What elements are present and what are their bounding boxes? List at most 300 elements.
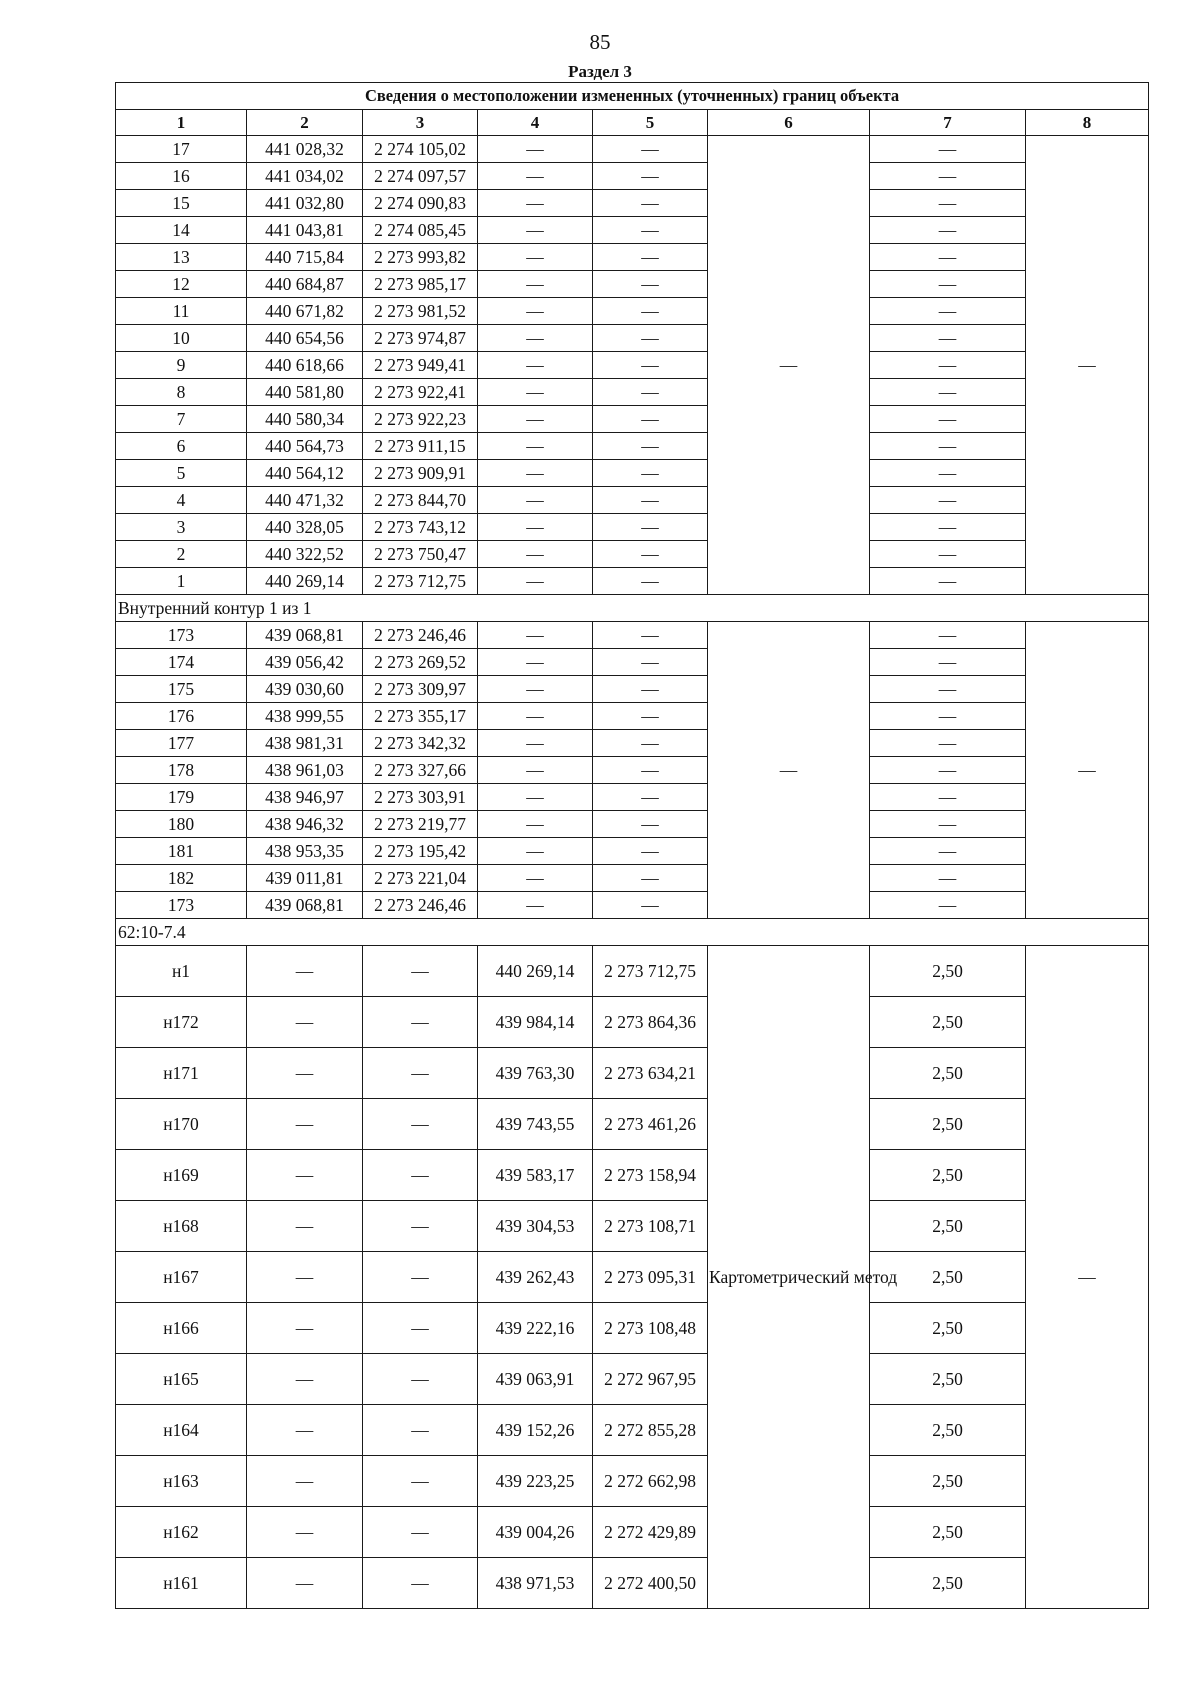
coordinate-y: 2 273 974,87 xyxy=(363,325,478,352)
outer-contour-row xyxy=(116,352,1149,379)
coordinate-y: 2 273 864,36 xyxy=(593,997,708,1048)
accuracy-cell: — xyxy=(870,271,1026,298)
new-y-cell: — xyxy=(593,433,708,460)
new-y-cell: — xyxy=(593,352,708,379)
inner-contour-row xyxy=(116,784,1149,811)
new-point-row xyxy=(116,1201,1149,1252)
point-number: 17 xyxy=(116,136,247,163)
coordinate-y: 2 273 922,41 xyxy=(363,379,478,406)
coordinate-y: 2 273 219,77 xyxy=(363,811,478,838)
section-label-cell: 62:10-7.4 xyxy=(116,919,1149,946)
outer-contour-row xyxy=(116,541,1149,568)
outer-contour-row xyxy=(116,217,1149,244)
point-number: 2 xyxy=(116,541,247,568)
old-y-cell: — xyxy=(363,1048,478,1099)
old-x-cell: — xyxy=(247,1099,363,1150)
new-x-cell: — xyxy=(478,433,593,460)
new-y-cell: — xyxy=(593,730,708,757)
coordinate-y: 2 274 105,02 xyxy=(363,136,478,163)
point-number: 12 xyxy=(116,271,247,298)
coordinate-x: 441 043,81 xyxy=(247,217,363,244)
accuracy-cell: — xyxy=(870,622,1026,649)
old-y-cell: — xyxy=(363,1252,478,1303)
point-number: 3 xyxy=(116,514,247,541)
new-y-cell: — xyxy=(593,244,708,271)
description-cell: — xyxy=(1026,946,1149,1609)
new-y-cell: — xyxy=(593,136,708,163)
accuracy-cell: — xyxy=(870,298,1026,325)
coordinate-x: 439 063,91 xyxy=(478,1354,593,1405)
new-x-cell: — xyxy=(478,514,593,541)
description-cell: — xyxy=(1026,622,1149,919)
coordinate-y: 2 273 108,48 xyxy=(593,1303,708,1354)
new-x-cell: — xyxy=(478,163,593,190)
coordinate-y: 2 273 095,31 xyxy=(593,1252,708,1303)
table-header-row xyxy=(116,110,1149,136)
coordinate-x: 440 581,80 xyxy=(247,379,363,406)
coordinate-x: 440 328,05 xyxy=(247,514,363,541)
inner-contour-row xyxy=(116,676,1149,703)
coordinate-x: 440 564,12 xyxy=(247,460,363,487)
inner-contour-label-row xyxy=(116,595,1149,622)
old-y-cell: — xyxy=(363,1099,478,1150)
new-x-cell: — xyxy=(478,406,593,433)
column-header: 7 xyxy=(870,110,1026,136)
new-point-row xyxy=(116,1354,1149,1405)
new-x-cell: — xyxy=(478,460,593,487)
accuracy-cell: — xyxy=(870,784,1026,811)
coordinate-y: 2 273 269,52 xyxy=(363,649,478,676)
point-number: 181 xyxy=(116,838,247,865)
new-x-cell: — xyxy=(478,136,593,163)
coordinate-y: 2 272 400,50 xyxy=(593,1558,708,1609)
accuracy-cell: — xyxy=(870,325,1026,352)
coordinate-x: 440 564,73 xyxy=(247,433,363,460)
new-x-cell: — xyxy=(478,838,593,865)
coordinate-x: 439 262,43 xyxy=(478,1252,593,1303)
outer-contour-row xyxy=(116,406,1149,433)
old-x-cell: — xyxy=(247,1558,363,1609)
inner-contour-row xyxy=(116,649,1149,676)
outer-contour-row xyxy=(116,568,1149,595)
inner-contour-row xyxy=(116,838,1149,865)
accuracy-cell: — xyxy=(870,460,1026,487)
point-number: 173 xyxy=(116,622,247,649)
coordinate-x: 439 030,60 xyxy=(247,676,363,703)
point-number: 4 xyxy=(116,487,247,514)
page-number: 85 xyxy=(589,30,611,54)
coordinate-x: 440 715,84 xyxy=(247,244,363,271)
coordinate-y: 2 273 985,17 xyxy=(363,271,478,298)
new-x-cell: — xyxy=(478,703,593,730)
new-y-cell: — xyxy=(593,190,708,217)
point-number: н162 xyxy=(116,1507,247,1558)
coordinate-x: 438 961,03 xyxy=(247,757,363,784)
new-y-cell: — xyxy=(593,217,708,244)
coordinate-x: 439 068,81 xyxy=(247,622,363,649)
accuracy-cell: 2,50 xyxy=(870,1201,1026,1252)
point-number: 6 xyxy=(116,433,247,460)
method-cell: Картометрический метод xyxy=(708,946,870,1609)
description-cell: — xyxy=(1026,136,1149,595)
new-x-cell: — xyxy=(478,271,593,298)
coordinate-x: 439 004,26 xyxy=(478,1507,593,1558)
column-header: 2 xyxy=(247,110,363,136)
accuracy-cell: 2,50 xyxy=(870,1303,1026,1354)
new-y-cell: — xyxy=(593,622,708,649)
column-header: 8 xyxy=(1026,110,1149,136)
accuracy-cell: — xyxy=(870,217,1026,244)
coordinate-y: 2 273 743,12 xyxy=(363,514,478,541)
coordinate-y: 2 273 303,91 xyxy=(363,784,478,811)
point-number: 180 xyxy=(116,811,247,838)
new-y-cell: — xyxy=(593,892,708,919)
new-y-cell: — xyxy=(593,379,708,406)
accuracy-cell: — xyxy=(870,703,1026,730)
coordinate-y: 2 273 309,97 xyxy=(363,676,478,703)
old-y-cell: — xyxy=(363,946,478,997)
coordinate-x: 438 946,97 xyxy=(247,784,363,811)
coordinate-y: 2 273 634,21 xyxy=(593,1048,708,1099)
new-y-cell: — xyxy=(593,325,708,352)
point-number: н164 xyxy=(116,1405,247,1456)
new-y-cell: — xyxy=(593,514,708,541)
coordinate-y: 2 272 662,98 xyxy=(593,1456,708,1507)
coordinate-y: 2 274 085,45 xyxy=(363,217,478,244)
coordinate-x: 439 011,81 xyxy=(247,865,363,892)
point-number: 5 xyxy=(116,460,247,487)
coordinate-y: 2 273 981,52 xyxy=(363,298,478,325)
accuracy-cell: — xyxy=(870,190,1026,217)
coordinate-x: 439 984,14 xyxy=(478,997,593,1048)
outer-contour-row xyxy=(116,379,1149,406)
new-point-row xyxy=(116,1405,1149,1456)
table-title: Сведения о местоположении измененных (уточненных) границ объекта xyxy=(116,83,1149,110)
point-number: 176 xyxy=(116,703,247,730)
accuracy-cell: 2,50 xyxy=(870,1507,1026,1558)
new-x-cell: — xyxy=(478,244,593,271)
point-number: н171 xyxy=(116,1048,247,1099)
point-number: 8 xyxy=(116,379,247,406)
point-number: н172 xyxy=(116,997,247,1048)
new-point-row xyxy=(116,1252,1149,1303)
new-y-cell: — xyxy=(593,406,708,433)
new-point-row xyxy=(116,1150,1149,1201)
new-x-cell: — xyxy=(478,865,593,892)
old-y-cell: — xyxy=(363,1456,478,1507)
coordinate-y: 2 273 911,15 xyxy=(363,433,478,460)
accuracy-cell: — xyxy=(870,244,1026,271)
method-cell: — xyxy=(708,136,870,595)
column-header: 3 xyxy=(363,110,478,136)
table-body xyxy=(116,83,1149,1609)
boundary-coordinates-table xyxy=(115,82,1149,1609)
coordinate-y: 2 273 246,46 xyxy=(363,892,478,919)
outer-contour-row xyxy=(116,325,1149,352)
coordinate-x: 440 322,52 xyxy=(247,541,363,568)
coordinate-y: 2 274 097,57 xyxy=(363,163,478,190)
point-number: 16 xyxy=(116,163,247,190)
new-y-cell: — xyxy=(593,460,708,487)
new-y-cell: — xyxy=(593,271,708,298)
old-y-cell: — xyxy=(363,1507,478,1558)
new-point-row xyxy=(116,1048,1149,1099)
accuracy-cell: 2,50 xyxy=(870,946,1026,997)
accuracy-cell: — xyxy=(870,352,1026,379)
coordinate-y: 2 273 355,17 xyxy=(363,703,478,730)
old-x-cell: — xyxy=(247,946,363,997)
point-number: 182 xyxy=(116,865,247,892)
coordinate-y: 2 273 712,75 xyxy=(363,568,478,595)
coordinate-y: 2 273 195,42 xyxy=(363,838,478,865)
inner-contour-row xyxy=(116,622,1149,649)
coordinate-x: 438 981,31 xyxy=(247,730,363,757)
new-point-row xyxy=(116,997,1149,1048)
coordinate-y: 2 272 429,89 xyxy=(593,1507,708,1558)
coordinate-y: 2 274 090,83 xyxy=(363,190,478,217)
coordinate-x: 440 618,66 xyxy=(247,352,363,379)
inner-contour-row xyxy=(116,865,1149,892)
new-y-cell: — xyxy=(593,649,708,676)
new-point-row xyxy=(116,1507,1149,1558)
new-x-cell: — xyxy=(478,298,593,325)
column-header: 4 xyxy=(478,110,593,136)
coordinate-x: 441 028,32 xyxy=(247,136,363,163)
point-number: н161 xyxy=(116,1558,247,1609)
old-x-cell: — xyxy=(247,997,363,1048)
new-y-cell: — xyxy=(593,541,708,568)
accuracy-cell: — xyxy=(870,433,1026,460)
coordinate-y: 2 272 967,95 xyxy=(593,1354,708,1405)
point-number: 1 xyxy=(116,568,247,595)
inner-contour-row xyxy=(116,730,1149,757)
point-number: 179 xyxy=(116,784,247,811)
coordinate-x: 440 684,87 xyxy=(247,271,363,298)
accuracy-cell: — xyxy=(870,163,1026,190)
accuracy-cell: — xyxy=(870,811,1026,838)
new-x-cell: — xyxy=(478,352,593,379)
accuracy-cell: 2,50 xyxy=(870,1099,1026,1150)
accuracy-cell: — xyxy=(870,514,1026,541)
new-x-cell: — xyxy=(478,676,593,703)
new-point-row xyxy=(116,1303,1149,1354)
coordinate-y: 2 273 949,41 xyxy=(363,352,478,379)
coordinate-x: 441 032,80 xyxy=(247,190,363,217)
coordinate-y: 2 273 158,94 xyxy=(593,1150,708,1201)
accuracy-cell: — xyxy=(870,406,1026,433)
accuracy-cell: — xyxy=(870,568,1026,595)
inner-contour-row xyxy=(116,757,1149,784)
coordinate-x: 439 583,17 xyxy=(478,1150,593,1201)
old-x-cell: — xyxy=(247,1303,363,1354)
old-y-cell: — xyxy=(363,997,478,1048)
old-y-cell: — xyxy=(363,1150,478,1201)
new-y-cell: — xyxy=(593,784,708,811)
new-y-cell: — xyxy=(593,811,708,838)
new-x-cell: — xyxy=(478,190,593,217)
outer-contour-row xyxy=(116,433,1149,460)
coordinate-x: 439 222,16 xyxy=(478,1303,593,1354)
new-y-cell: — xyxy=(593,865,708,892)
inner-contour-row xyxy=(116,811,1149,838)
new-y-cell: — xyxy=(593,163,708,190)
coordinate-x: 438 946,32 xyxy=(247,811,363,838)
new-point-row xyxy=(116,1558,1149,1609)
coordinate-y: 2 273 108,71 xyxy=(593,1201,708,1252)
new-y-cell: — xyxy=(593,676,708,703)
point-number: н170 xyxy=(116,1099,247,1150)
coordinate-x: 439 743,55 xyxy=(478,1099,593,1150)
point-number: 173 xyxy=(116,892,247,919)
coordinate-y: 2 272 855,28 xyxy=(593,1405,708,1456)
point-number: 177 xyxy=(116,730,247,757)
coordinate-x: 440 580,34 xyxy=(247,406,363,433)
accuracy-cell: 2,50 xyxy=(870,1252,1026,1303)
old-x-cell: — xyxy=(247,1201,363,1252)
point-number: н165 xyxy=(116,1354,247,1405)
new-y-cell: — xyxy=(593,298,708,325)
point-number: н169 xyxy=(116,1150,247,1201)
coordinate-x: 438 953,35 xyxy=(247,838,363,865)
new-x-cell: — xyxy=(478,568,593,595)
accuracy-cell: 2,50 xyxy=(870,1405,1026,1456)
coordinate-x: 440 654,56 xyxy=(247,325,363,352)
point-number: 13 xyxy=(116,244,247,271)
coordinate-y: 2 273 246,46 xyxy=(363,622,478,649)
old-x-cell: — xyxy=(247,1507,363,1558)
outer-contour-row xyxy=(116,460,1149,487)
coordinate-x: 439 763,30 xyxy=(478,1048,593,1099)
old-y-cell: — xyxy=(363,1303,478,1354)
new-point-row xyxy=(116,1099,1149,1150)
outer-contour-row xyxy=(116,136,1149,163)
coordinate-x: 440 671,82 xyxy=(247,298,363,325)
column-header: 1 xyxy=(116,110,247,136)
point-number: н167 xyxy=(116,1252,247,1303)
old-x-cell: — xyxy=(247,1405,363,1456)
coordinate-y: 2 273 844,70 xyxy=(363,487,478,514)
coordinate-x: 438 971,53 xyxy=(478,1558,593,1609)
outer-contour-row xyxy=(116,271,1149,298)
inner-contour-row xyxy=(116,703,1149,730)
coordinate-x: 439 304,53 xyxy=(478,1201,593,1252)
coordinate-x: 440 471,32 xyxy=(247,487,363,514)
old-x-cell: — xyxy=(247,1048,363,1099)
accuracy-cell: — xyxy=(870,838,1026,865)
outer-contour-row xyxy=(116,487,1149,514)
coordinate-x: 439 152,26 xyxy=(478,1405,593,1456)
new-x-cell: — xyxy=(478,487,593,514)
new-x-cell: — xyxy=(478,217,593,244)
inner-contour-row xyxy=(116,892,1149,919)
new-x-cell: — xyxy=(478,325,593,352)
point-number: 11 xyxy=(116,298,247,325)
coordinate-y: 2 273 909,91 xyxy=(363,460,478,487)
coordinate-x: 439 056,42 xyxy=(247,649,363,676)
accuracy-cell: — xyxy=(870,541,1026,568)
coordinate-x: 439 068,81 xyxy=(247,892,363,919)
new-y-cell: — xyxy=(593,568,708,595)
coordinate-y: 2 273 750,47 xyxy=(363,541,478,568)
old-x-cell: — xyxy=(247,1456,363,1507)
new-x-cell: — xyxy=(478,730,593,757)
point-number: 175 xyxy=(116,676,247,703)
column-header: 6 xyxy=(708,110,870,136)
accuracy-cell: 2,50 xyxy=(870,1558,1026,1609)
point-number: 178 xyxy=(116,757,247,784)
coordinate-x: 439 223,25 xyxy=(478,1456,593,1507)
outer-contour-row xyxy=(116,298,1149,325)
new-point-row xyxy=(116,946,1149,997)
coordinate-y: 2 273 922,23 xyxy=(363,406,478,433)
coordinate-y: 2 273 461,26 xyxy=(593,1099,708,1150)
outer-contour-row xyxy=(116,163,1149,190)
point-number: н1 xyxy=(116,946,247,997)
section-label: Раздел 3 xyxy=(568,62,632,81)
point-number: 10 xyxy=(116,325,247,352)
coordinate-y: 2 273 221,04 xyxy=(363,865,478,892)
point-number: н163 xyxy=(116,1456,247,1507)
outer-contour-row xyxy=(116,190,1149,217)
old-y-cell: — xyxy=(363,1201,478,1252)
new-x-cell: — xyxy=(478,541,593,568)
coordinate-y: 2 273 342,32 xyxy=(363,730,478,757)
table-title-row xyxy=(116,83,1149,110)
new-x-cell: — xyxy=(478,379,593,406)
accuracy-cell: 2,50 xyxy=(870,1354,1026,1405)
accuracy-cell: — xyxy=(870,730,1026,757)
new-point-row xyxy=(116,1456,1149,1507)
accuracy-cell: — xyxy=(870,676,1026,703)
accuracy-cell: — xyxy=(870,757,1026,784)
old-y-cell: — xyxy=(363,1405,478,1456)
coordinate-x: 440 269,14 xyxy=(247,568,363,595)
point-number: 9 xyxy=(116,352,247,379)
outer-contour-row xyxy=(116,244,1149,271)
new-x-cell: — xyxy=(478,784,593,811)
accuracy-cell: — xyxy=(870,136,1026,163)
point-number: н168 xyxy=(116,1201,247,1252)
old-y-cell: — xyxy=(363,1354,478,1405)
method-cell: — xyxy=(708,622,870,919)
accuracy-cell: 2,50 xyxy=(870,1150,1026,1201)
accuracy-cell: — xyxy=(870,892,1026,919)
coordinate-x: 438 999,55 xyxy=(247,703,363,730)
new-x-cell: — xyxy=(478,892,593,919)
old-x-cell: — xyxy=(247,1354,363,1405)
point-number: н166 xyxy=(116,1303,247,1354)
accuracy-cell: 2,50 xyxy=(870,997,1026,1048)
coordinate-y: 2 273 327,66 xyxy=(363,757,478,784)
point-number: 174 xyxy=(116,649,247,676)
accuracy-cell: 2,50 xyxy=(870,1456,1026,1507)
coordinate-y: 2 273 712,75 xyxy=(593,946,708,997)
point-number: 7 xyxy=(116,406,247,433)
new-x-cell: — xyxy=(478,622,593,649)
point-number: 15 xyxy=(116,190,247,217)
accuracy-cell: — xyxy=(870,379,1026,406)
coordinate-x: 441 034,02 xyxy=(247,163,363,190)
new-x-cell: — xyxy=(478,757,593,784)
coordinate-y: 2 273 993,82 xyxy=(363,244,478,271)
point-number: 14 xyxy=(116,217,247,244)
new-y-cell: — xyxy=(593,838,708,865)
accuracy-cell: — xyxy=(870,649,1026,676)
new-y-cell: — xyxy=(593,703,708,730)
old-x-cell: — xyxy=(247,1150,363,1201)
column-header: 5 xyxy=(593,110,708,136)
new-y-cell: — xyxy=(593,487,708,514)
